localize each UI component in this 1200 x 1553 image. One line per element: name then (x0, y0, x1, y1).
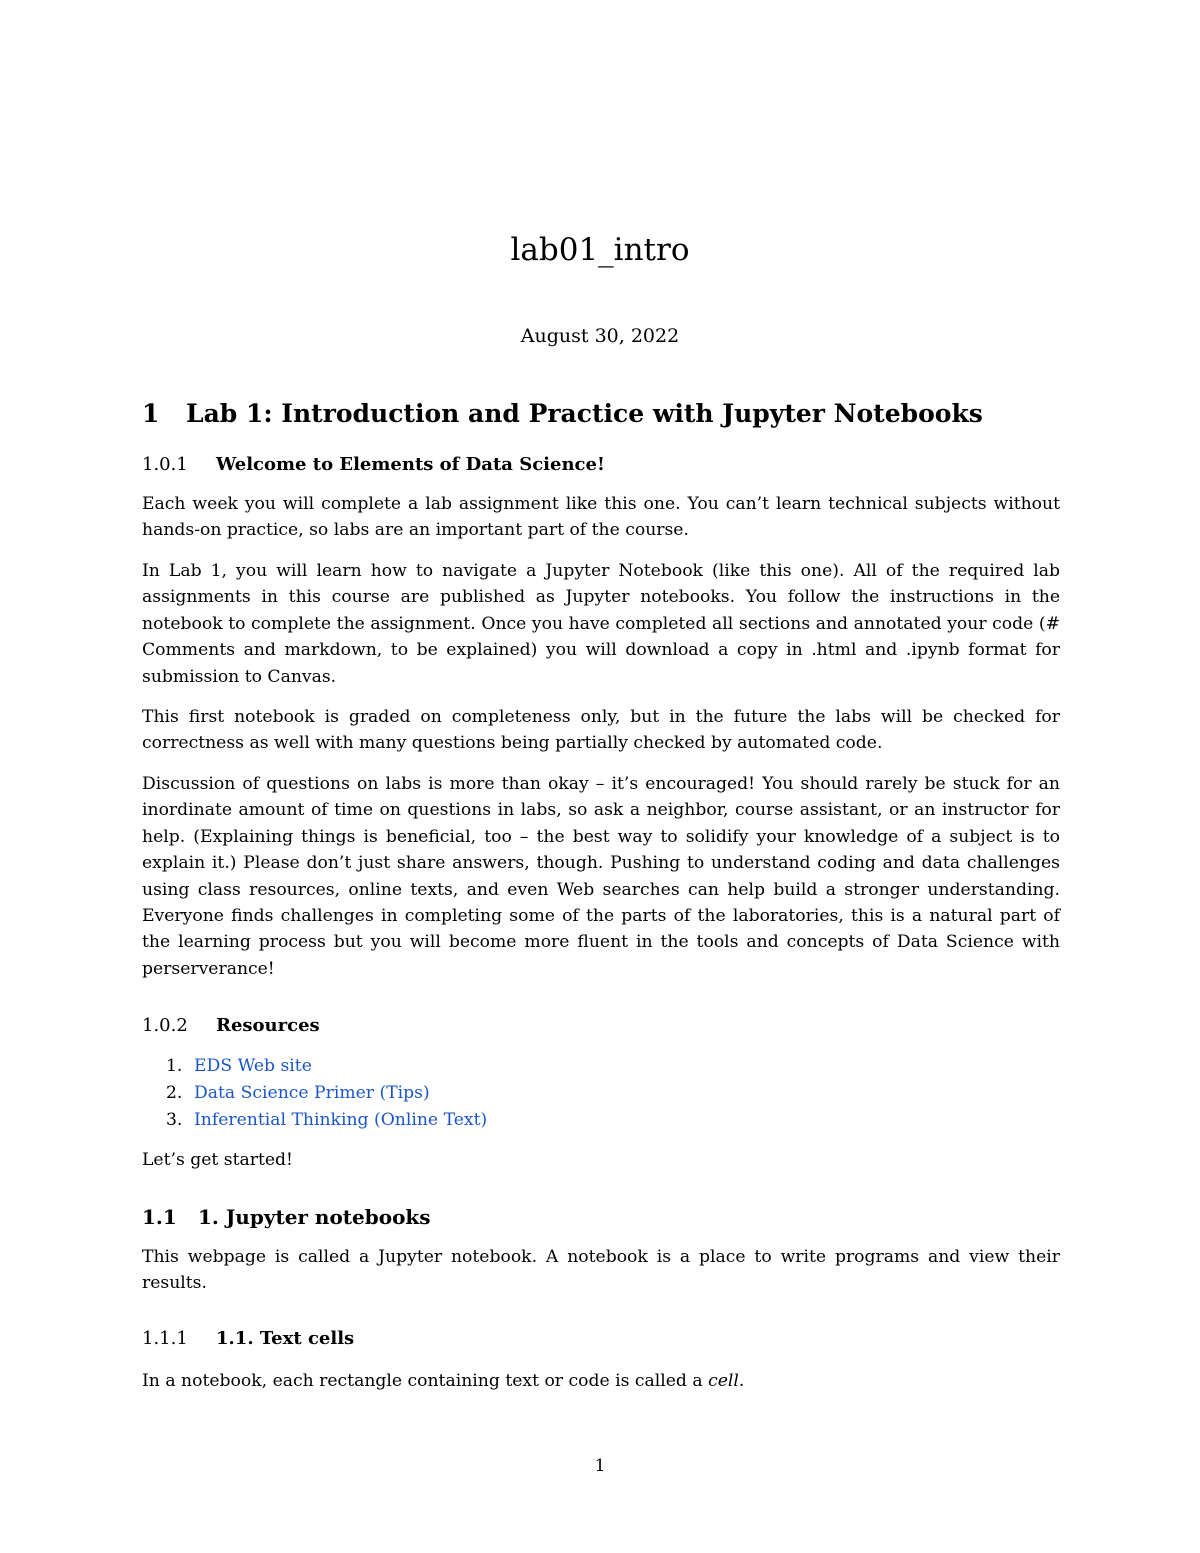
list-index: 3. (166, 1110, 183, 1130)
eds-web-site-link[interactable]: EDS Web site (194, 1056, 312, 1076)
subsubsection-heading-text-cells (142, 1326, 354, 1352)
subsubsection-heading-resources (142, 1013, 320, 1039)
cell-definition-text: In a notebook, each rectangle containing text or code is called a (142, 1371, 709, 1391)
list-item (166, 1107, 487, 1134)
subsection-number: 1.1 (142, 1205, 177, 1229)
inferential-thinking-link[interactable]: Inferential Thinking (Online Text) (194, 1110, 488, 1130)
paragraph-lets-get-started: Let’s get started! (142, 1150, 293, 1170)
document-title: lab01_intro (510, 232, 690, 268)
paragraph-lab1-navigation: In Lab 1, you will learn how to navigate a Jupyter Notebook (like this one). All of the required lab assignments in this course are published as Jupyter notebooks. You follow the instructions in the notebook to complete the assignment. Once you have completed all sections and annotated your code (# Comments and markdown, to be explained) you will download a copy in .html and .ipynb format for submission to Canvas. (142, 561, 1060, 687)
section-heading-lab1 (142, 396, 983, 432)
paragraph-cell-definition (142, 1368, 1060, 1394)
subsubsection-title: Welcome to Elements of Data Science! (216, 454, 605, 475)
subsubsection-title: Resources (216, 1015, 320, 1036)
subsection-title: 1. Jupyter notebooks (198, 1205, 431, 1229)
paragraph-jupyter-description: This webpage is called a Jupyter notebook. A notebook is a place to write programs and view their results. (142, 1247, 1060, 1294)
subsubsection-number: 1.0.2 (142, 1015, 188, 1036)
subsubsection-number: 1.1.1 (142, 1328, 188, 1349)
paragraph-discussion: Discussion of questions on labs is more than okay – it’s encouraged! You should rarely be stuck for an inordinate amount of time on questions in labs, so ask a neighbor, course assistant, or an instructor for help. (Explaining things is beneficial, too – the best way to solidify your knowledge of a subject is to explain it.) Please don’t just share answers, though. Pushing to understand coding and data challenges using class resources, online texts, and even Web searches can help build a stronger understanding. Everyone finds challenges in completing some of the parts of the laboratories, this is a natural part of the learning process but you will become more fluent in the tools and concepts of Data Science with perserverance! (142, 774, 1060, 979)
cell-definition-end: . (738, 1371, 745, 1391)
list-item (166, 1053, 487, 1080)
resources-list (166, 1053, 487, 1134)
section-number: 1 (142, 399, 160, 428)
section-title: Lab 1: Introduction and Practice with Jupyter Notebooks (186, 399, 983, 428)
list-index: 1. (166, 1056, 183, 1076)
paragraph-grading: This first notebook is graded on completeness only, but in the future the labs will be checked for correctness as well with many questions being partially checked by automated code. (142, 707, 1060, 754)
subsubsection-number: 1.0.1 (142, 454, 188, 475)
subsubsection-title: 1.1. Text cells (216, 1328, 355, 1349)
subsection-heading-jupyter-notebooks (142, 1202, 431, 1232)
data-science-primer-link[interactable]: Data Science Primer (Tips) (194, 1083, 430, 1103)
list-item (166, 1080, 487, 1107)
document-date: August 30, 2022 (520, 325, 680, 347)
subsubsection-heading-welcome (142, 452, 605, 478)
list-index: 2. (166, 1083, 183, 1103)
cell-term: cell (708, 1371, 739, 1391)
paragraph-intro: Each week you will complete a lab assignment like this one. You can’t learn technical subjects without hands-on practice, so labs are an important part of the course. (142, 494, 1060, 541)
page-number: 1 (594, 1456, 606, 1476)
